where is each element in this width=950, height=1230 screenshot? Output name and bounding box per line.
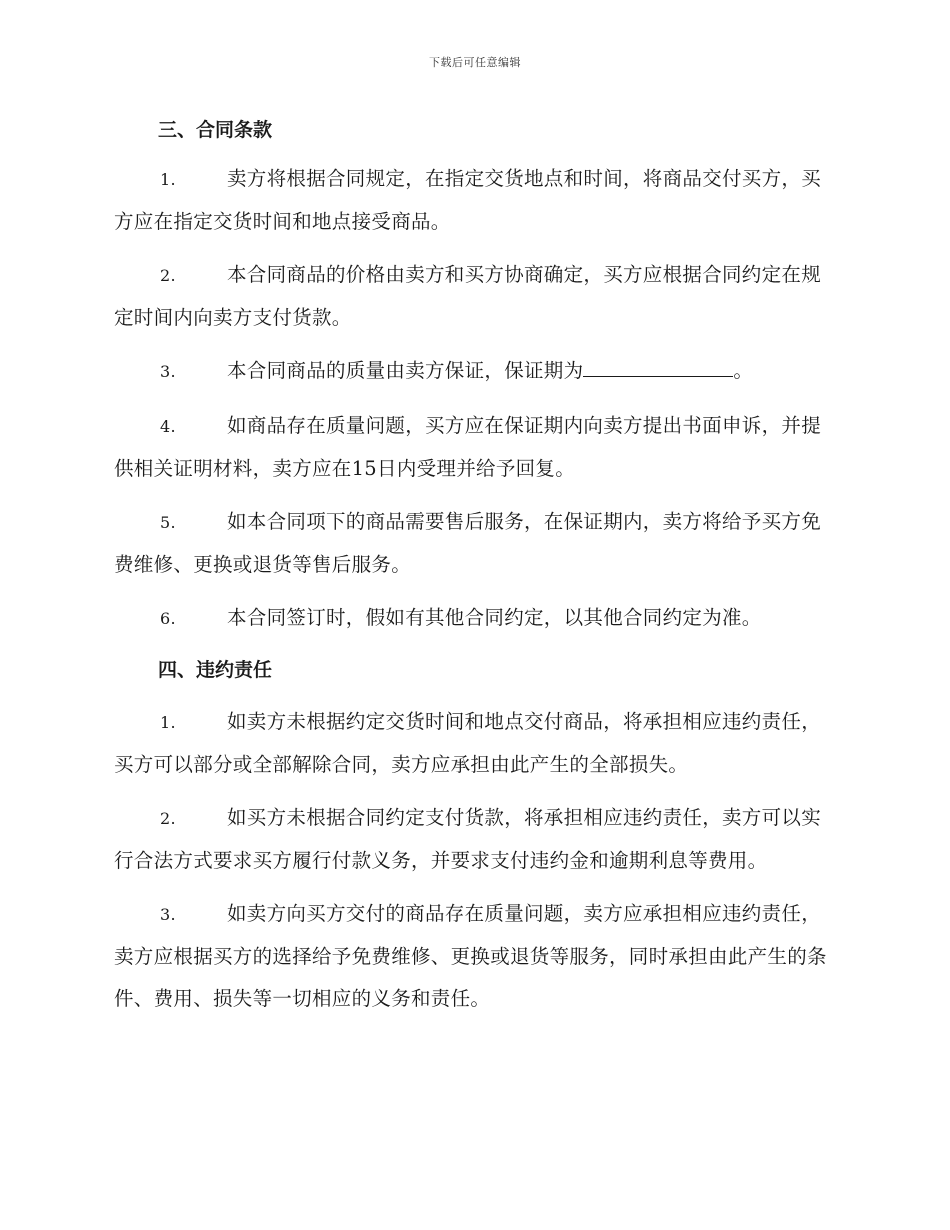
clause-3-4 xyxy=(114,405,836,490)
clause-number: 1. xyxy=(160,713,176,732)
clause-3-6 xyxy=(114,597,836,640)
clause-3-1 xyxy=(114,158,836,243)
clause-number: 2. xyxy=(160,266,176,285)
clause-text-end: 。 xyxy=(733,359,754,382)
clause-4-2 xyxy=(114,797,836,882)
clause-3-5 xyxy=(114,501,836,586)
clause-number: 5. xyxy=(160,513,176,532)
section-heading-contract-terms: 三、合同条款 xyxy=(158,119,273,141)
clause-number: 4. xyxy=(160,417,176,436)
clause-number: 2. xyxy=(160,809,176,828)
clause-text: 本合同商品的价格由卖方和买方协商确定，买方应根据合同约定在规定时间内向卖方支付货款。 xyxy=(114,263,822,329)
document-body xyxy=(114,112,836,1031)
clause-text: 卖方将根据合同规定，在指定交货地点和时间，将商品交付买方，买方应在指定交货时间和地点接受商品。 xyxy=(114,167,822,233)
clause-text: 本合同商品的质量由卖方保证，保证期为 xyxy=(227,359,584,382)
clause-4-3 xyxy=(114,893,836,1020)
clause-3-3 xyxy=(114,350,836,393)
warranty-period-blank-line xyxy=(583,354,733,377)
clause-text: 如卖方向买方交付的商品存在质量问题，卖方应承担相应违约责任，卖方应根据买方的选择给予免费维修、更换或退货等服务，同时承担由此产生的条件、费用、损失等一切相应的义务和责任。 xyxy=(114,902,827,1010)
clause-4-1 xyxy=(114,701,836,786)
clause-number: 3. xyxy=(160,905,176,924)
clause-number: 1. xyxy=(160,170,176,189)
clause-number: 3. xyxy=(160,362,176,381)
clause-text: 如本合同项下的商品需要售后服务，在保证期内，卖方将给予买方免费维修、更换或退货等售后服务。 xyxy=(114,510,822,576)
section-heading-breach-liability: 四、违约责任 xyxy=(158,659,273,681)
clause-3-2 xyxy=(114,254,836,339)
page-header-note: 下载后可任意编辑 xyxy=(429,56,521,69)
clause-text: 本合同签订时，假如有其他合同约定，以其他合同约定为准。 xyxy=(227,606,762,629)
clause-text: 如商品存在质量问题，买方应在保证期内向卖方提出书面申诉，并提供相关证明材料，卖方应在15日内受理并给予回复。 xyxy=(114,414,822,480)
clause-number: 6. xyxy=(160,609,176,628)
clause-text: 如卖方未根据约定交货时间和地点交付商品，将承担相应违约责任，买方可以部分或全部解除合同，卖方应承担由此产生的全部损失。 xyxy=(114,710,822,776)
clause-text: 如买方未根据合同约定支付货款，将承担相应违约责任，卖方可以实行合法方式要求买方履行付款义务，并要求支付违约金和逾期利息等费用。 xyxy=(114,806,822,872)
